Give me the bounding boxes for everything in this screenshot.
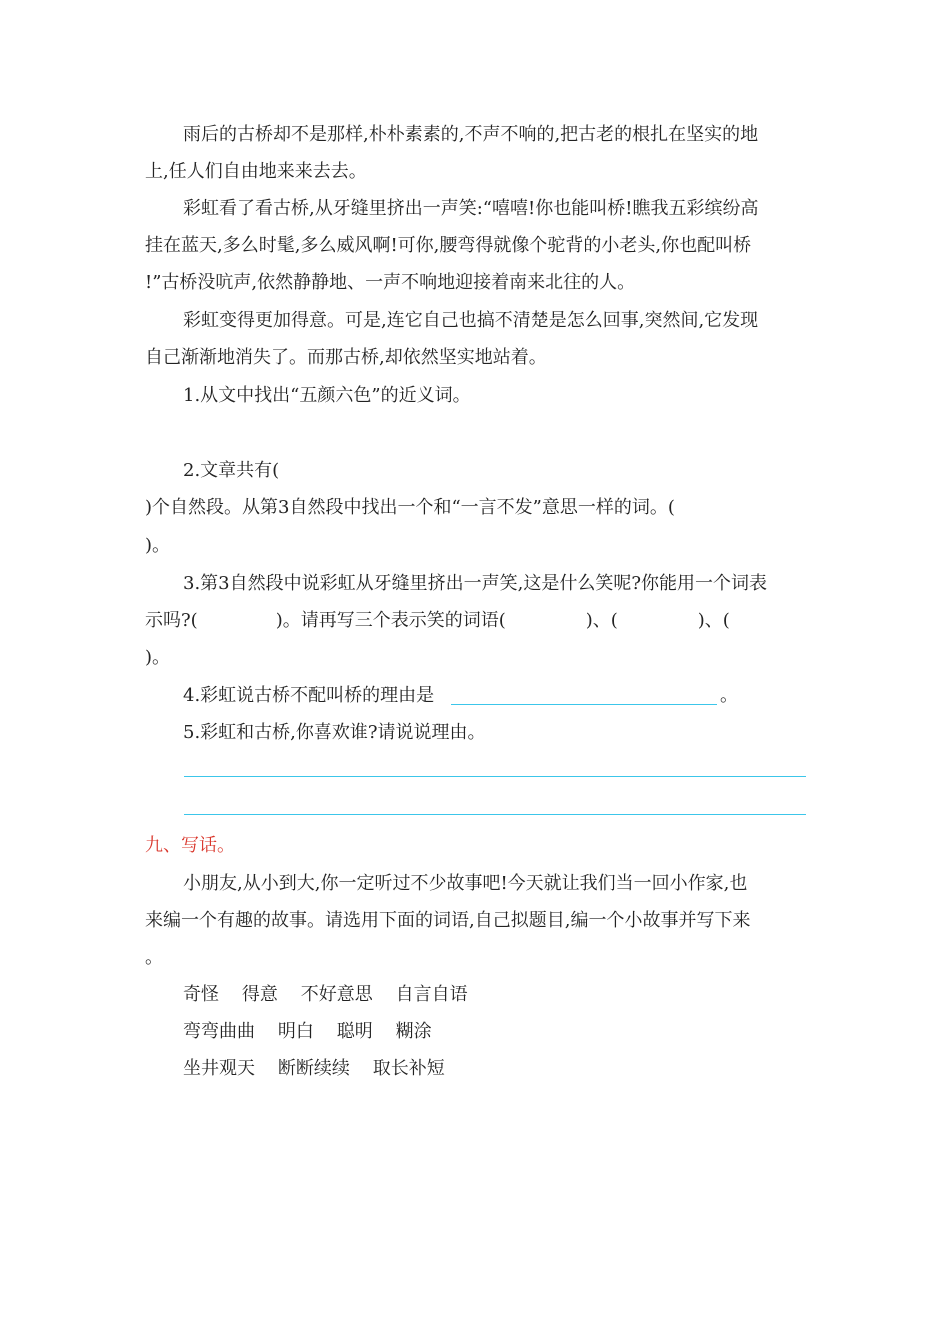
q3-part: )、(: [585, 610, 618, 631]
passage-line: 雨后的古桥却不是那样,朴朴素素的,不声不响的,把古老的根扎在坚实的地: [183, 124, 759, 145]
question-1: 1.从文中找出“五颜六色”的近义词。: [183, 385, 471, 406]
answer-line[interactable]: [451, 704, 717, 705]
word-list-row: 奇怪 得意 不好意思 自言自语: [183, 984, 468, 1005]
word-list-row: 弯弯曲曲 明白 聪明 糊涂: [183, 1021, 432, 1042]
passage-line: 彩虹变得更加得意。可是,连它自己也搞不清楚是怎么回事,突然间,它发现: [183, 310, 759, 331]
question-3-cont: [145, 609, 730, 633]
question-4: 4.彩虹说古桥不配叫桥的理由是: [183, 685, 435, 706]
question-3: 3.第3自然段中说彩虹从牙缝里挤出一声笑,这是什么笑呢?你能用一个词表: [183, 573, 767, 594]
question-4-suffix: 。: [720, 685, 738, 706]
writing-intro: 。: [145, 947, 163, 968]
question-5: 5.彩虹和古桥,你喜欢谁?请说说理由。: [183, 722, 486, 743]
passage-line: 自己渐渐地消失了。而那古桥,却依然坚实地站着。: [145, 347, 547, 368]
answer-line[interactable]: [184, 776, 806, 777]
q3-part: )、(: [697, 610, 730, 631]
section-heading: 九、写话。: [145, 835, 235, 856]
question-3-cont: )。: [145, 647, 171, 668]
writing-intro: 小朋友,从小到大,你一定听过不少故事吧!今天就让我们当一回小作家,也: [183, 873, 748, 894]
question-2-cont: )个自然段。从第3自然段中找出一个和“一言不发”意思一样的词。(: [145, 497, 675, 518]
passage-line: 上,任人们自由地来来去去。: [145, 161, 367, 182]
passage-line: 挂在蓝天,多么时髦,多么威风啊!可你,腰弯得就像个驼背的小老头,你也配叫桥: [145, 235, 752, 256]
question-2: 2.文章共有(: [183, 460, 280, 481]
q3-part: )。请再写三个表示笑的词语(: [275, 610, 506, 631]
answer-line[interactable]: [184, 814, 806, 815]
q3-part: 示吗?(: [145, 610, 198, 631]
writing-intro: 来编一个有趣的故事。请选用下面的词语,自己拟题目,编一个小故事并写下来: [145, 910, 751, 931]
passage-line: !”古桥没吭声,依然静静地、一声不响地迎接着南来北往的人。: [145, 272, 636, 293]
question-2-cont: )。: [145, 535, 171, 556]
word-list-row: 坐井观天 断断续续 取长补短: [183, 1058, 445, 1079]
passage-line: 彩虹看了看古桥,从牙缝里挤出一声笑:“嘻嘻!你也能叫桥!瞧我五彩缤纷高: [183, 198, 759, 219]
